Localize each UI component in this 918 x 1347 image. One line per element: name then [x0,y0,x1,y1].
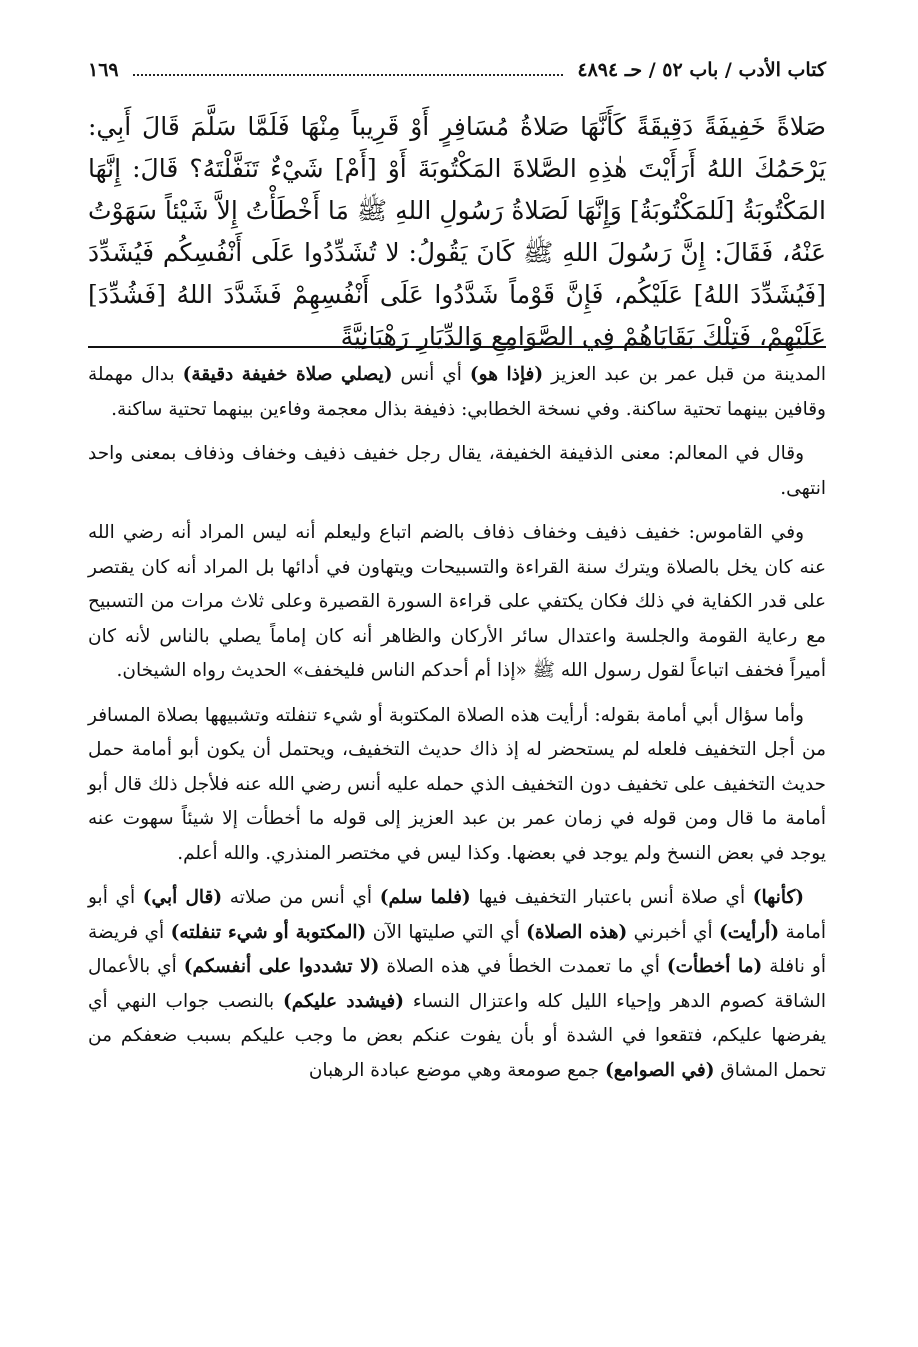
commentary-paragraph: وقال في المعالم: معنى الذفيفة الخفيفة، يقال رجل خفيف ذفيف وخفاف وذفاف بمعنى واحد انتهى. [88,443,826,499]
commentary [88,358,826,1088]
quoted-phrase: (المكتوبة أو شيء تنفلته) [170,921,367,943]
book-page [88,50,826,1320]
hadith-text: صَلاةً خَفِيفَةً دَقِيقَةً كَأَنَّهَا صَلاةُ مُسَافِرٍ أَوْ قَرِيباً مِنْهَا فَلَمَّا سَلَّمَ قَالَ أَبِي: يَرْحَمُكَ اللهُ أَرَأَيْتَ هٰذِهِ الصَّلاةَ المَكْتُوبَةَ أَوْ [أَمْ] شَيْءٌ تَنَفَّلْتَهُ؟ قَالَ: إِنَّهَا المَكْتُوبَةُ [لَلمَكْتُوبَةُ] وَإِنَّهَا لَصَلاةُ رَسُولِ اللهِ ﷺ مَا أَخْطَأْتُ إِلاَّ شَيْئاً سَهَوْتُ عَنْهُ، فَقَالَ: إِنَّ رَسُولَ اللهِ ﷺ كَانَ يَقُولُ: لا تُشَدِّدُوا عَلَى أَنْفُسِكُم فَيُشَدِّدَ [فَيُشَدِّدَ اللهُ] عَلَيْكُم، فَإِنَّ قَوْماً شَدَّدُوا عَلَى أَنْفُسِهِمْ فَشَدَّدَ اللهُ [فَشُدِّدَ] عَلَيْهِمْ، فَتِلْكَ بَقَايَاهُمْ فِي الصَّوَامِعِ وَالدِّيَارِ رَهْبَانِيَّةً [88,112,826,351]
commentary-paragraph: وأما سؤال أبي أمامة بقوله: أرأيت هذه الصلاة المكتوبة أو شيء تنفلته وتشبيهها بصلاة المسافر من أجل التخفيف فلعله لم يستحضر له إذ ذاك حديث التخفيف، ويحتمل أن يكون أبو أمامة حمل حديث التخفيف على تخفيف دون التخفيف الذي حمله عليه أنس رضي الله عنه فلأجل ذلك قال أبو أمامة ما قال ومن قوله في زمان عمر بن عبد العزيز إلى قوله ما أخطأت إلا شيئاً سهوت عنه يوجد في بعض النسخ ولم يوجد في بعضها. وكذا ليس في مختصر المنذري. والله أعلم. [88,704,826,864]
quoted-phrase: (فإذا هو) [469,364,544,385]
quoted-phrase: (في الصوامع) [604,1059,715,1081]
commentary-paragraph: المدينة من قبل عمر بن عبد العزيز (فإذا هو) أي أنس (يصلي صلاة خفيفة دقيقة) بدال مهملة وقافين بينهما تحتية ساكنة. وفي نسخة الخطابي: ذفيفة بذال معجمة وفاءين بينهما تحتية ساكنة. [88,364,826,420]
quoted-phrase: (فلما سلم) [379,887,471,908]
commentary-paragraph: (كأنها) أي صلاة أنس باعتبار التخفيف فيها (فلما سلم) أي أنس من صلاته (قال أبي) أي أبو أمامة (أرأيت) أي أخبرني (هذه الصلاة) أي التي صليتها الآن (المكتوبة أو شيء تنفلته) أي فريضة أو نافلة (ما أخطأت) أي ما تعمدت الخطأ في هذه الصلاة (لا تشددوا على أنفسكم) أي بالأعمال الشاقة كصوم الدهر وإحياء الليل كله واعتزال النساء (فيشدد عليكم) بالنصب جواب النهي أي يفرضها عليكم، فتقعوا في الشدة أو بأن يفوت عنكم بعض ما وجب عليكم بسبب ضعفكم من تحمل المشاق (في الصوامع) جمع صومعة وهي موضع عبادة الرهبان [88,887,826,1081]
quoted-phrase: (قال أبي) [142,887,223,908]
quoted-phrase: (يصلي صلاة خفيفة دقيقة) [182,364,393,385]
quoted-phrase: (لا تشددوا على أنفسكم) [183,956,380,977]
quoted-phrase: (فيشدد عليكم) [282,990,405,1012]
commentary-paragraph: وفي القاموس: خفيف ذفيف وخفاف ذفاف بالضم اتباع وليعلم أنه ليس المراد أنه رضي الله عنه كان يخل بالصلاة ويترك سنة القراءة والتسبيحات ويتهاون في أدائها بل المراد أنه كان يقتصر على قدر الكفاية في ذلك فكان يكتفي على قراءة السورة القصيرة وعلى ثلاث مرات من التسبيح مع رعاية القومة والجلسة واعتدال سائر الأركان والظاهر أنه كان إماماً يصلي بالناس لأنه كان أميراً فخفف اتباعاً لقول رسول الله ﷺ «إذا أم أحدكم الناس فليخفف» الحديث رواه الشيخان. [88,522,826,681]
chapter-title: كتاب الأدب / باب ٥٢ / حـ ٤٨٩٤ [577,59,826,81]
page-number: ١٦٩ [88,59,119,81]
quoted-phrase: (هذه الصلاة) [526,921,628,943]
quoted-phrase: (ما أخطأت) [666,956,763,977]
running-head [88,50,826,90]
quoted-phrase: (أرأيت) [719,921,780,943]
leader-dots [133,74,564,76]
quoted-phrase: (كأنها) [752,887,805,908]
